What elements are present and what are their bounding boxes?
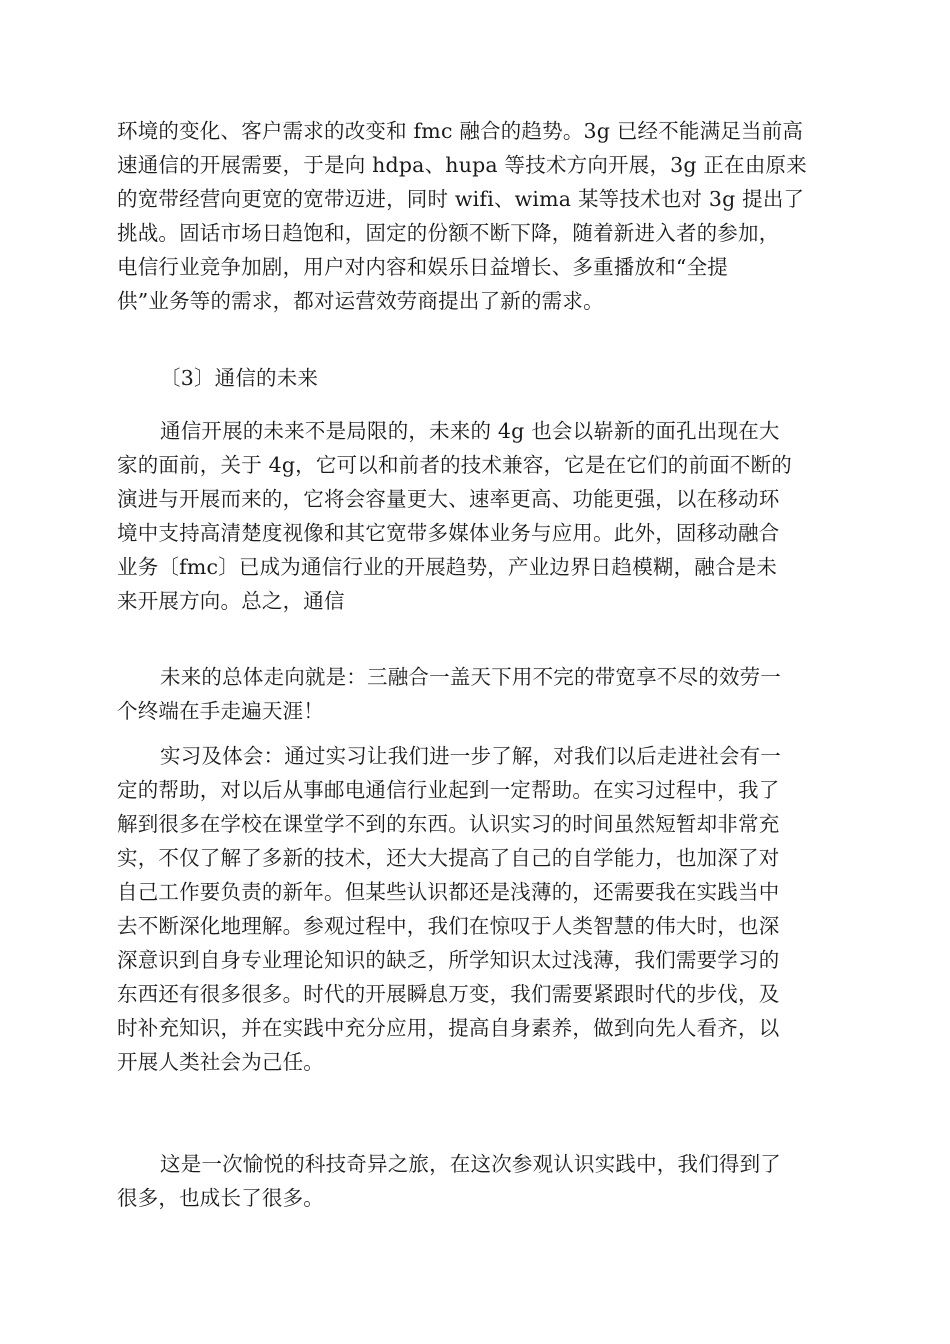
text-line: 自己工作要负责的新年。但某些认识都还是浅薄的，还需要我在实践当中: [117, 880, 780, 904]
text-line: 个终端在手走遍天涯！: [117, 699, 324, 723]
paragraph-internship-reflection: [117, 739, 833, 1079]
text-line: 未来的总体走向就是：三融合一盖天下用不完的带宽享不尽的效劳一: [160, 665, 781, 689]
text-line: 通信开展的未来不是局限的，未来的 4g 也会以崭新的面孔出现在大: [160, 419, 780, 443]
text-line: 去不断深化地理解。参观过程中，我们在惊叹于人类智慧的伟大时，也深: [117, 914, 780, 938]
text-line: 很多，也成长了很多。: [117, 1186, 324, 1210]
text-line: 深意识到自身专业理论知识的缺乏，所学知识太过浅薄，我们需要学习的: [117, 948, 780, 972]
text-line: 实习及体会：通过实习让我们进一步了解，对我们以后走进社会有一: [160, 744, 781, 768]
section-heading-text: 〔3〕通信的未来: [160, 366, 319, 390]
text-line: 家的面前，关于 4g，它可以和前者的技术兼容，它是在它们的前面不断的: [117, 453, 792, 477]
text-line: 境中支持高清楚度视像和其它宽带多媒体业务与应用。此外，固移动融合: [117, 521, 780, 545]
text-line: 实，不仅了解了多新的技术，还大大提高了自己的自学能力，也加深了对: [117, 846, 780, 870]
paragraph-overall-direction: [117, 660, 833, 728]
text-line: 挑战。固话市场日趋饱和，固定的份额不断下降，随着新进入者的参加，: [117, 221, 780, 245]
paragraph-conclusion: [117, 1147, 833, 1215]
text-line: 这是一次愉悦的科技奇异之旅，在这次参观认识实践中，我们得到了: [160, 1152, 781, 1176]
text-line: 解到很多在学校在课堂学不到的东西。认识实习的时间虽然短暂却非常充: [117, 812, 780, 836]
section-heading-future-of-communication: [117, 361, 833, 395]
text-line: 环境的变化、客户需求的改变和 fmc 融合的趋势。3g 已经不能满足当前高: [117, 119, 804, 143]
text-line: 演进与开展而来的，它将会容量更大、速率更高、功能更强，以在移动环: [117, 487, 780, 511]
paragraph-future-4g: [117, 414, 833, 618]
paragraph-environment-change: [117, 114, 833, 318]
text-line: 开展人类社会为己任。: [117, 1050, 324, 1074]
text-line: 东西还有很多很多。时代的开展瞬息万变，我们需要紧跟时代的步伐，及: [117, 982, 780, 1006]
text-line: 定的帮助，对以后从事邮电通信行业起到一定帮助。在实习过程中，我了: [117, 778, 780, 802]
text-line: 来开展方向。总之，通信: [117, 589, 345, 613]
text-line: 的宽带经营向更宽的宽带迈进，同时 wifi、wima 某等技术也对 3g 提出了: [117, 187, 805, 211]
text-line: 供”业务等的需求，都对运营效劳商提出了新的需求。: [117, 289, 604, 313]
text-line: 电信行业竞争加剧，用户对内容和娱乐日益增长、多重播放和“全提: [117, 255, 728, 279]
text-line: 速通信的开展需要，于是向 hdpa、hupa 等技术方向开展，3g 正在由原来: [117, 153, 807, 177]
text-line: 时补充知识，并在实践中充分应用，提高自身素养，做到向先人看齐，以: [117, 1016, 780, 1040]
text-line: 业务〔fmc〕已成为通信行业的开展趋势，产业边界日趋模糊，融合是未: [117, 555, 778, 579]
